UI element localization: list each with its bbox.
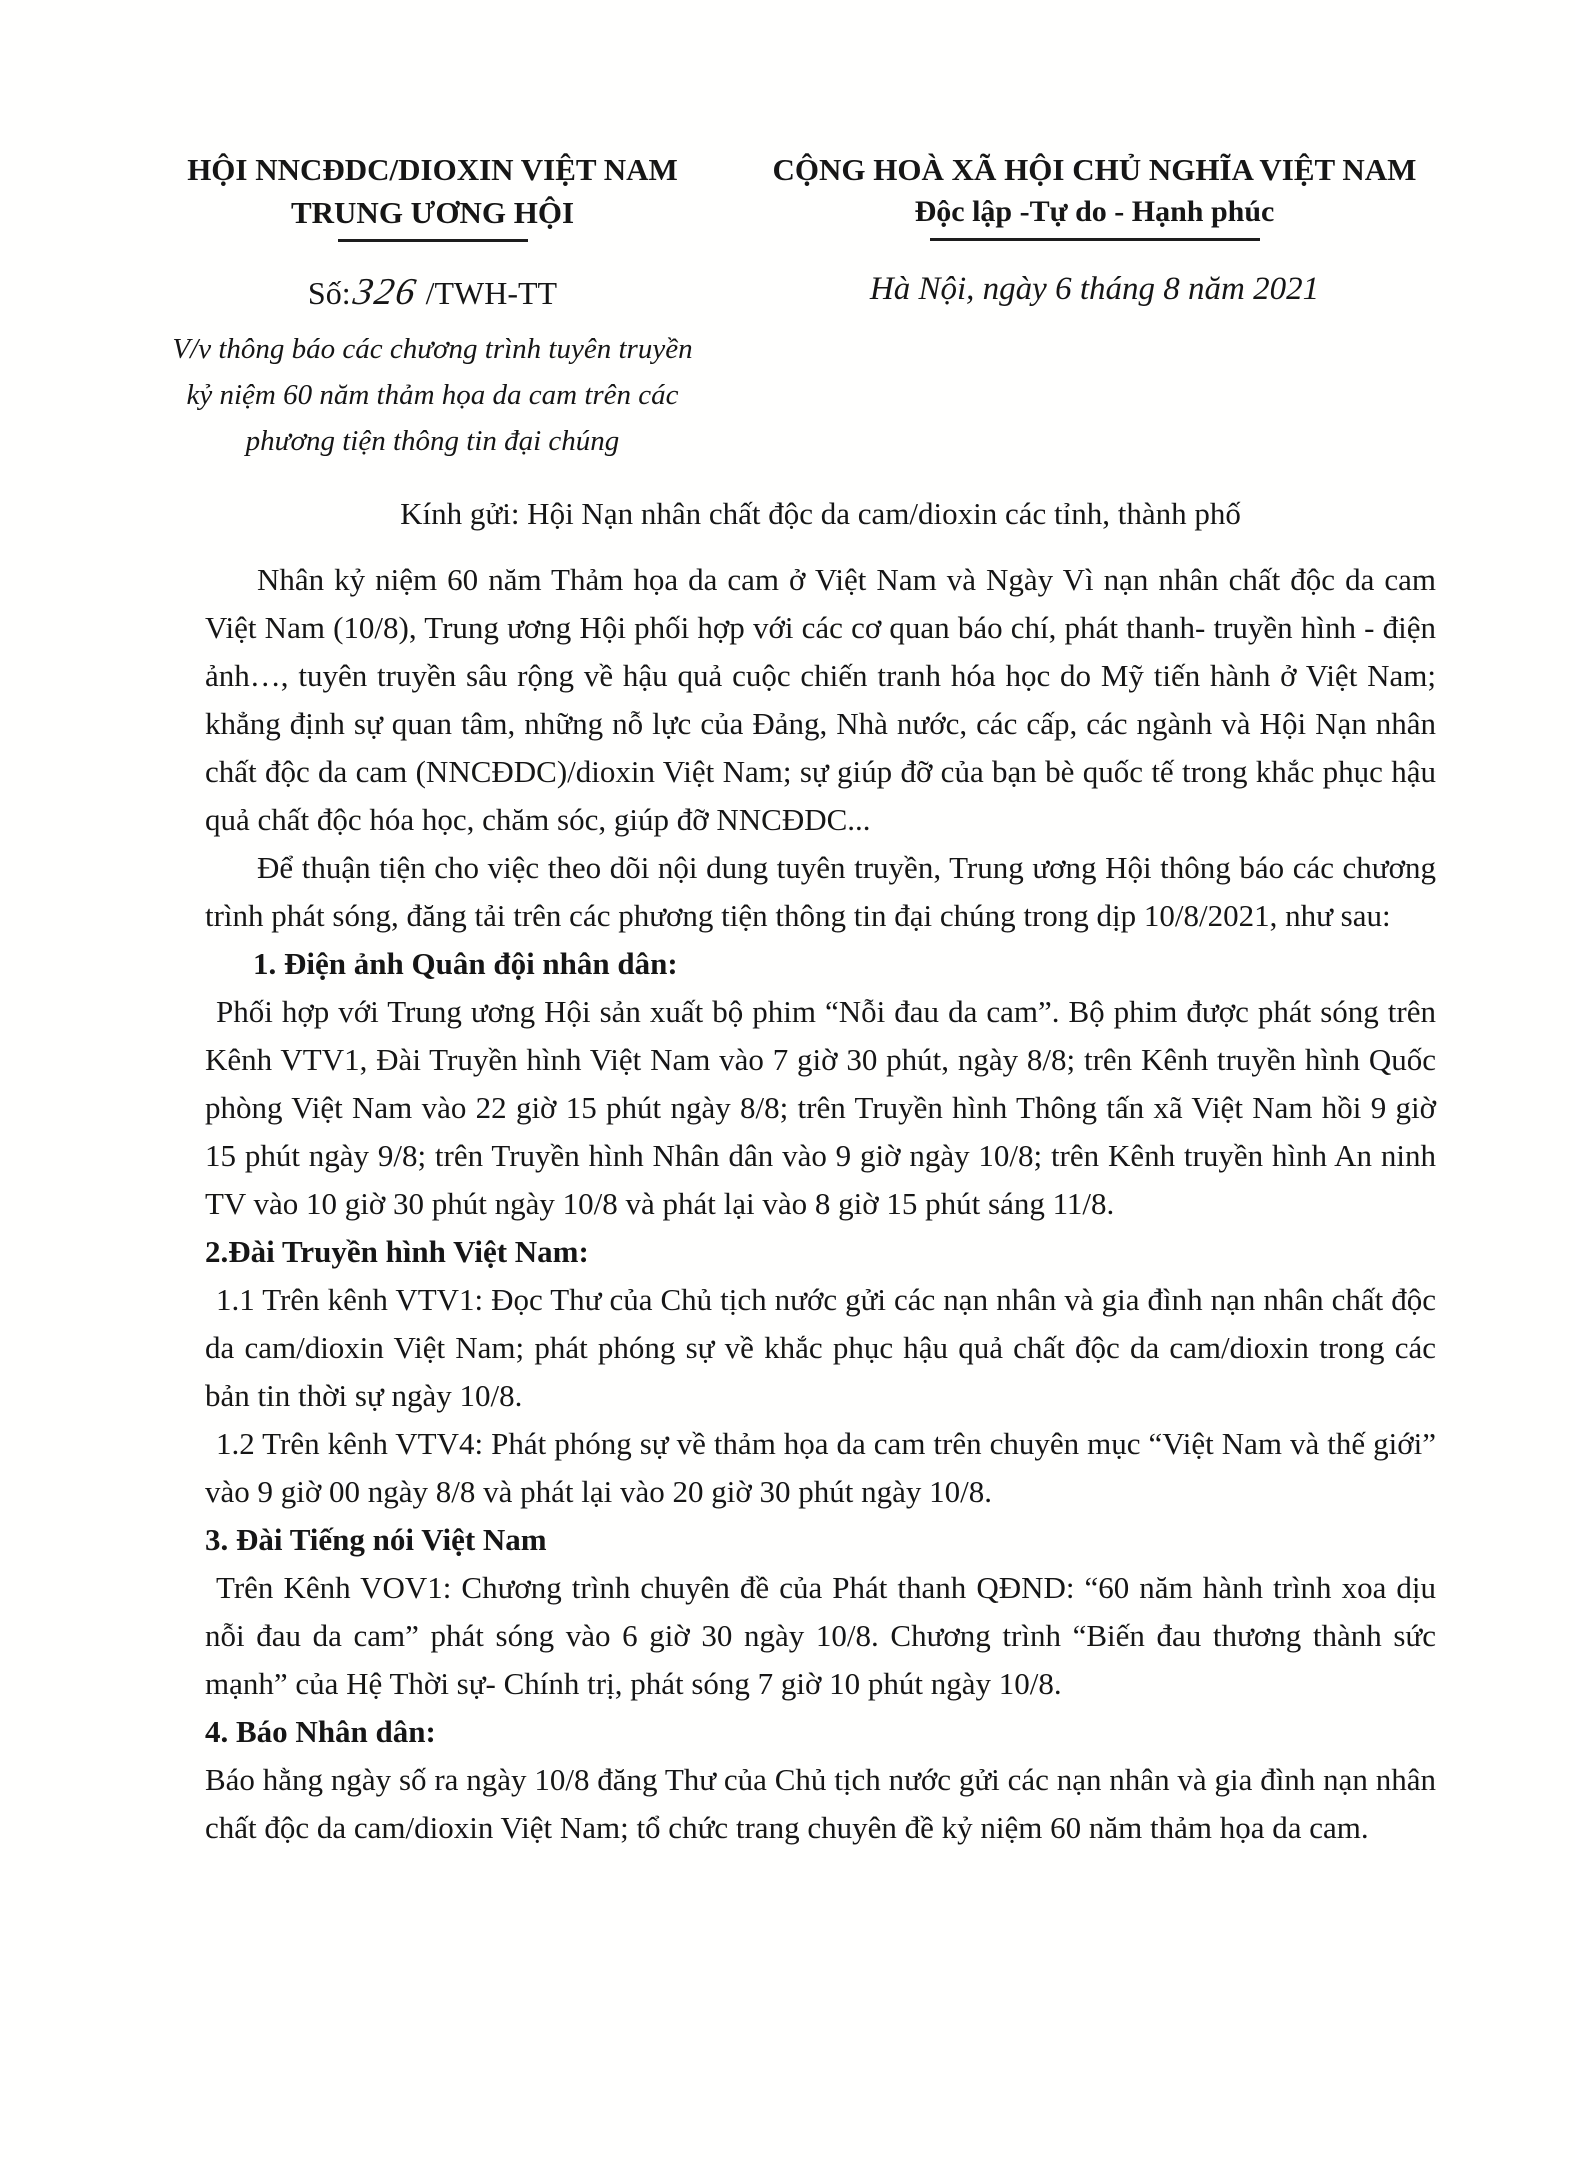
body-paragraph: 1.1 Trên kênh VTV1: Đọc Thư của Chủ tịch nước gửi các nạn nhân và gia đình nạn nhân chất độc da cam/dioxin Việt Nam; phát phóng sự về khắc phục hậu quả chất độc da cam/dioxin trong các bản tin thời sự ngày 10/8. xyxy=(205,1282,1436,1413)
body-paragraph: 1.2 Trên kênh VTV4: Phát phóng sự về thảm họa da cam trên chuyên mục “Việt Nam và thế giới” vào 9 giờ 00 ngày 8/8 và phát lại vào 20 giờ 30 phút ngày 10/8. xyxy=(205,1426,1436,1509)
body-paragraph: Phối hợp với Trung ương Hội sản xuất bộ phim “Nỗi đau da cam”. Bộ phim được phát sóng trên Kênh VTV1, Đài Truyền hình Việt Nam vào 7 giờ 30 phút, ngày 8/8; trên Kênh truyền hình Quốc phòng Việt Nam vào 22 giờ 15 phút ngày 8/8; trên Truyền hình Thông tấn xã Việt Nam hồi 9 giờ 15 phút ngày 9/8; trên Truyền hình Nhân dân vào 9 giờ ngày 10/8; trên Kênh truyền hình An ninh TV vào 10 giờ 30 phút ngày 10/8 và phát lại vào 8 giờ 15 phút sáng 11/8. xyxy=(205,994,1436,1221)
subject-line2: kỷ niệm 60 năm thảm họa da cam trên các xyxy=(186,379,679,411)
document-subject xyxy=(150,326,715,464)
document-number-handwritten-value: 326 xyxy=(349,271,421,313)
document-body xyxy=(0,532,1575,1852)
body-paragraph: Trên Kênh VOV1: Chương trình chuyên đề của Phát thanh QĐND: “60 năm hành trình xoa dịu nỗi đau da cam” phát sóng vào 6 giờ 30 ngày 10/8. Chương trình “Biến đau thương thành sức mạnh” của Hệ Thời sự- Chính trị, phát sóng 7 giờ 10 phút ngày 10/8. xyxy=(205,1570,1436,1701)
document-number-line xyxy=(150,270,715,314)
section-heading: 4. Báo Nhân dân: xyxy=(205,1714,436,1749)
org-name-line2: TRUNG ƯƠNG HỘI xyxy=(290,195,575,230)
subject-line1: V/v thông báo các chương trình tuyên truyền xyxy=(172,333,693,365)
place-and-date-line: Hà Nội, ngày 6 tháng 8 năm 2021 xyxy=(869,271,1320,307)
body-paragraph: Để thuận tiện cho việc theo dõi nội dung tuyên truyền, Trung ương Hội thông báo các chương trình phát sóng, đăng tải trên các phương tiện thông tin đại chúng trong dịp 10/8/2021, như sau: xyxy=(205,850,1436,933)
subject-line3: phương tiện thông tin đại chúng xyxy=(245,425,620,457)
document-number-suffix: /TWH-TT xyxy=(425,275,558,311)
salutation-line: Kính gửi: Hội Nạn nhân chất độc da cam/dioxin các tỉnh, thành phố xyxy=(400,496,1241,531)
body-paragraph: Báo hằng ngày số ra ngày 10/8 đăng Thư của Chủ tịch nước gửi các nạn nhân và gia đình nạn nhân chất độc da cam/dioxin Việt Nam; tổ chức trang chuyên đề kỷ niệm 60 năm thảm họa da cam. xyxy=(205,1762,1436,1845)
org-underline-divider xyxy=(338,239,528,242)
section-heading: 2.Đài Truyền hình Việt Nam: xyxy=(205,1234,589,1269)
motto-underline-divider xyxy=(930,238,1260,241)
document-number-label: Số: xyxy=(307,275,351,311)
national-motto-line2: Độc lập -Tự do - Hạnh phúc xyxy=(914,195,1275,228)
section-heading: 1. Điện ảnh Quân đội nhân dân: xyxy=(253,946,678,981)
document-header xyxy=(0,148,1575,464)
national-motto-line1: CỘNG HOÀ XÃ HỘI CHỦ NGHĨA VIỆT NAM xyxy=(772,152,1417,187)
issuing-org-block xyxy=(150,148,715,464)
org-name-line1: HỘI NNCĐDC/DIOXIN VIỆT NAM xyxy=(187,152,678,187)
body-paragraph: Nhân kỷ niệm 60 năm Thảm họa da cam ở Việt Nam và Ngày Vì nạn nhân chất độc da cam Việt Nam (10/8), Trung ương Hội phối hợp với các cơ quan báo chí, phát thanh- truyền hình - điện ảnh…, tuyên truyền sâu rộng về hậu quả cuộc chiến tranh hóa học do Mỹ tiến hành ở Việt Nam; khẳng định sự quan tâm, những nỗ lực của Đảng, Nhà nước, các cấp, các ngành và Hội Nạn nhân chất độc da cam (NNCĐDC)/dioxin Việt Nam; sự giúp đỡ của bạn bè quốc tế trong khắc phục hậu quả chất độc hóa học, chăm sóc, giúp đỡ NNCĐDC... xyxy=(205,562,1436,837)
national-motto-block xyxy=(742,148,1447,464)
section-heading: 3. Đài Tiếng nói Việt Nam xyxy=(205,1522,547,1557)
